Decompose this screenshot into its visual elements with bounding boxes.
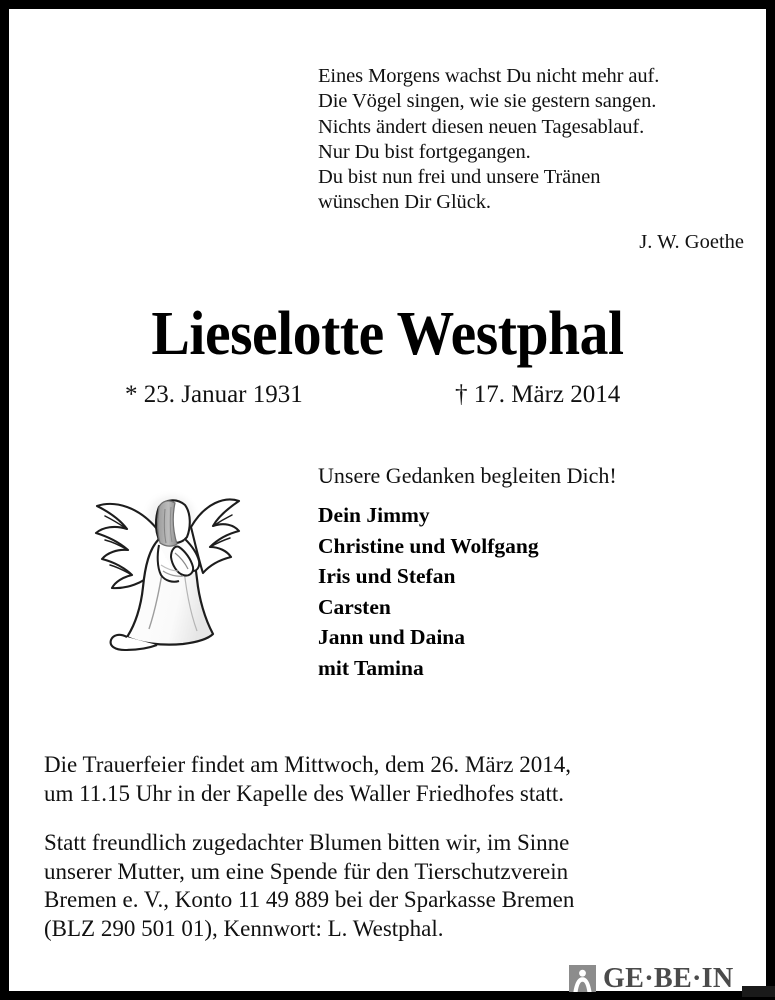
logo-wordmark: GE·BE·IN <box>603 961 734 994</box>
verse-block <box>318 64 748 255</box>
birth-date: * 23. Januar 1931 <box>125 381 303 408</box>
verse-attribution: J. W. Goethe <box>639 230 744 253</box>
mourner-name: Carsten <box>318 594 391 619</box>
life-dates <box>9 379 766 411</box>
mourner-name: Dein Jimmy <box>318 503 430 527</box>
deceased-name: Lieselotte Westphal <box>151 300 624 368</box>
verse-line: wünschen Dir Glück. <box>318 191 491 214</box>
donation-info-line: Bremen e. V., Konto 11 49 889 bei der Sparkasse Bremen <box>44 887 575 912</box>
funeral-home-logo <box>569 958 775 998</box>
donation-info-line: unserer Mutter, um eine Spende für den Tierschutzverein <box>44 858 569 884</box>
verse-line: Eines Morgens wachst Du nicht mehr auf. <box>318 65 660 87</box>
figure-in-square-icon <box>569 965 596 992</box>
donation-info <box>44 829 744 943</box>
verse-line: Du bist nun frei und unsere Tränen <box>318 166 601 189</box>
praying-angel-icon <box>87 487 247 662</box>
mourner-name: Iris und Stefan <box>318 564 456 589</box>
logo-bar <box>742 986 775 997</box>
donation-info-line: Statt freundlich zugedachter Blumen bitten wir, im Sinne <box>44 830 570 855</box>
service-info <box>44 751 744 808</box>
verse-line: Nur Du bist fortgegangen. <box>318 140 531 163</box>
verse-line: Nichts ändert diesen neuen Tagesablauf. <box>318 115 645 138</box>
mourner-name: Jann und Daina <box>318 625 465 650</box>
service-info-line: um 11.15 Uhr in der Kapelle des Waller Friedhofes statt. <box>44 780 564 806</box>
service-info-line: Die Trauerfeier findet am Mittwoch, dem 26. März 2014, <box>44 752 571 777</box>
verse-line: Die Vögel singen, wie sie gestern sangen. <box>318 90 657 113</box>
mourner-name: Christine und Wolfgang <box>318 533 539 558</box>
death-date: † 17. März 2014 <box>455 381 621 408</box>
mourners-intro: Unsere Gedanken begleiten Dich! <box>318 463 617 488</box>
mourner-name: mit Tamina <box>318 655 424 680</box>
donation-info-line: (BLZ 290 501 01), Kennwort: L. Westphal. <box>44 915 444 941</box>
mourners-section <box>318 461 758 684</box>
